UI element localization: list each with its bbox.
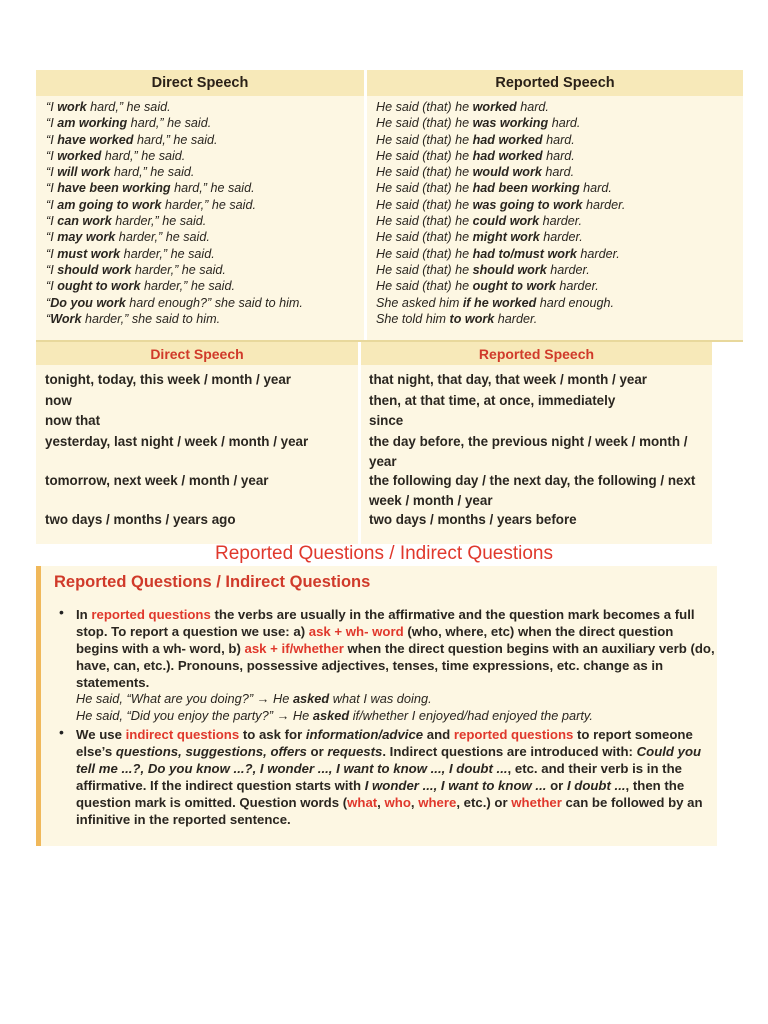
reported-speech-row: He said (that) he had worked hard. — [376, 132, 575, 147]
bullet-icon: • — [59, 604, 64, 620]
reported-speech-column — [376, 99, 736, 327]
direct-speech-column — [46, 99, 361, 327]
example-sentence: He said, “What are you doing?” → He asked what I was doing. — [76, 691, 432, 706]
reported-speech-row: He said (that) he had to/must work harder. — [376, 246, 620, 261]
table-cell-direct: yesterday, last night / week / month / year — [45, 434, 309, 449]
direct-speech-row: “I ought to work harder,” he said. — [46, 279, 235, 294]
table-cell-reported: two days / months / years before — [369, 512, 577, 527]
reported-speech-row: She asked him if he worked hard enough. — [376, 295, 615, 310]
table-cell-reported: then, at that time, at once, immediately — [369, 393, 616, 408]
direct-speech-row: “I may work harder,” he said. — [46, 230, 210, 245]
table-cell-reported: the day before, the previous night / week / month / year — [369, 434, 688, 469]
direct-reported-tenses-table — [36, 70, 743, 342]
bullet-icon: • — [59, 724, 64, 740]
direct-speech-row: “I will work hard,” he said. — [46, 165, 195, 180]
direct-speech-row: “I should work harder,” he said. — [46, 262, 226, 277]
direct-speech-row: “I must work harder,” he said. — [46, 246, 215, 261]
reported-speech-row: He said (that) he worked hard. — [376, 100, 549, 114]
rule-paragraph: We use indirect questions to ask for information/advice and reported questions to report someone else’s questions, suggestions, offers or requests. Indirect questions are introduced with: Could you tell me ...?, Do you know ...?, I wonder ..., I want to know ..., I doubt ..., etc. and their verb is in the affirmative. If the indirect question starts with I wonder ..., I want to know ... or I doubt ..., then the question mark is omitted. Question words (what, who, where, etc.) or whether can be followed by an infinitive in the reported sentence. — [76, 727, 703, 828]
reported-speech-header: Reported Speech — [367, 70, 743, 96]
reported-speech-header: Reported Speech — [361, 342, 712, 365]
rule-paragraph: In reported questions the verbs are usually in the affirmative and the question mark becomes a full stop. To report a question we use: a) ask + wh- word (who, where, etc) when the direct question begins with a wh- word, b) ask + if/whether when the direct question begins with an auxiliary verb (do, have, can, etc.). Pronouns, possessive adjectives, tenses, time expressions, etc. change as in statements. — [76, 607, 715, 691]
reported-questions-box — [36, 566, 717, 846]
direct-speech-row: “I can work harder,” he said. — [46, 214, 207, 229]
direct-speech-row: “Do you work hard enough?” she said to him. — [46, 295, 303, 310]
reported-speech-row: He said (that) he ought to work harder. — [376, 279, 599, 294]
reported-speech-row: He said (that) he had been working hard. — [376, 181, 612, 196]
direct-speech-row: “I have been working hard,” he said. — [46, 181, 255, 196]
table-cell-direct: two days / months / years ago — [45, 512, 236, 527]
direct-speech-row: “Work harder,” she said to him. — [46, 311, 221, 326]
reported-speech-row: He said (that) he could work harder. — [376, 214, 583, 229]
table-cell-direct: tomorrow, next week / month / year — [45, 473, 269, 488]
direct-speech-row: “I work hard,” he said. — [46, 100, 171, 114]
table-cell-reported: since — [369, 413, 404, 428]
direct-speech-row: “I worked hard,” he said. — [46, 148, 186, 163]
direct-speech-header: Direct Speech — [36, 342, 358, 365]
reported-speech-row: He said (that) he was going to work harder. — [376, 197, 626, 212]
time-expressions-table — [36, 342, 712, 544]
box-title: Reported Questions / Indirect Questions — [54, 573, 371, 591]
direct-speech-header: Direct Speech — [36, 70, 364, 96]
section-heading: Reported Questions / Indirect Questions — [215, 543, 553, 564]
table-cell-direct: now that — [45, 413, 101, 428]
table-cell-reported: that night, that day, that week / month / year — [369, 372, 648, 387]
reported-speech-row: He said (that) he would work hard. — [376, 165, 575, 180]
example-sentence: He said, “Did you enjoy the party?” → He asked if/whether I enjoyed/had enjoyed the party. — [76, 708, 593, 723]
table-cell-direct: now — [45, 393, 72, 408]
reported-speech-row: He said (that) he was working hard. — [376, 116, 581, 131]
reported-speech-row: She told him to work harder. — [376, 311, 538, 326]
table-cell-direct: tonight, today, this week / month / year — [45, 372, 292, 387]
reported-speech-row: He said (that) he should work harder. — [376, 262, 590, 277]
direct-speech-row: “I am working hard,” he said. — [46, 116, 212, 131]
direct-speech-row: “I have worked hard,” he said. — [46, 132, 218, 147]
column-divider — [364, 70, 367, 340]
direct-speech-row: “I am going to work harder,” he said. — [46, 197, 256, 212]
reported-speech-row: He said (that) he might work harder. — [376, 230, 583, 245]
reported-speech-row: He said (that) he had worked hard. — [376, 148, 575, 163]
table-cell-reported: the following day / the next day, the following / next week / month / year — [369, 473, 696, 508]
column-divider — [358, 342, 361, 544]
